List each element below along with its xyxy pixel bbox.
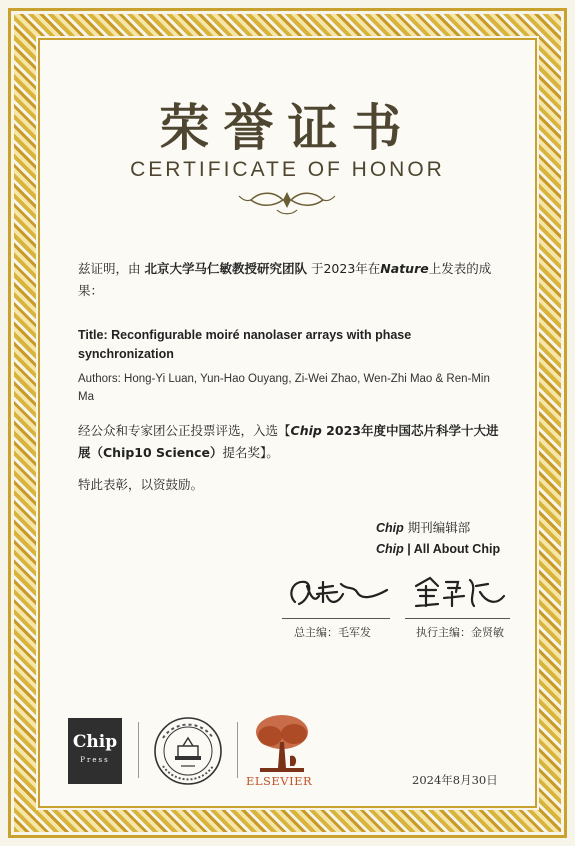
signature-editor-in-chief-icon — [283, 572, 393, 612]
award-paragraph — [78, 420, 508, 464]
title-english: CERTIFICATE OF HONOR — [130, 158, 445, 181]
paper-title: Title: Reconfigurable moiré nanolaser arrays with phase synchronization — [78, 328, 412, 361]
journal-slogan — [376, 542, 500, 556]
executive-editor-label: 执行主编：金贤敏 — [416, 626, 504, 639]
statement-prefix: 兹证明，由 — [78, 261, 145, 276]
award-chip: Chip — [290, 423, 322, 438]
logo-separator — [237, 722, 238, 778]
award-prefix: 经公众和专家团公正投票评选，入选【 — [78, 423, 291, 438]
chip-logo-text: Chip — [72, 732, 118, 752]
journal-department — [376, 518, 470, 536]
ornament-icon — [237, 188, 337, 218]
chip-press-text: Press — [80, 756, 110, 764]
elsevier-wordmark: ELSEVIER — [246, 774, 313, 788]
issue-date: 2024年8月30日 — [412, 773, 498, 787]
journal-name: Nature — [380, 261, 429, 276]
chip-press-logo — [68, 718, 122, 784]
signature-line-executive — [405, 618, 510, 619]
journal-slogan-text: | All About Chip — [403, 542, 501, 556]
team-name: 北京大学马仁敏教授研究团队 — [144, 261, 307, 276]
signature-executive-editor-icon — [408, 572, 508, 612]
award-suffix: 提名奖】。 — [222, 445, 279, 460]
statement-paragraph — [78, 258, 508, 302]
statement-mid: 于2023年在 — [307, 261, 381, 276]
title-chinese: 荣誉证书 — [159, 98, 416, 157]
journal-slogan-italic: Chip — [376, 542, 404, 556]
paper-authors: Authors: Hong-Yi Luan, Yun-Hao Ouyang, Zi-Wei Zhao, Wen-Zhi Mao & Ren-Min Ma — [78, 373, 490, 403]
signature-line-editor — [282, 618, 390, 619]
statement-suffix: 上发表的成果： — [78, 261, 492, 298]
journal-chip-italic: Chip — [376, 521, 404, 535]
elsevier-tree-icon — [250, 712, 314, 774]
editor-in-chief-label: 总主编：毛军发 — [294, 626, 371, 639]
journal-department-text: 期刊编辑部 — [403, 520, 471, 535]
commendation-line: 特此表彰，以资鼓励。 — [78, 477, 204, 492]
award-name: 2023年度中国芯片科学十大进展（Chip10 Science） — [78, 423, 499, 460]
logo-separator — [138, 722, 139, 778]
sjtu-seal-icon — [153, 716, 223, 786]
